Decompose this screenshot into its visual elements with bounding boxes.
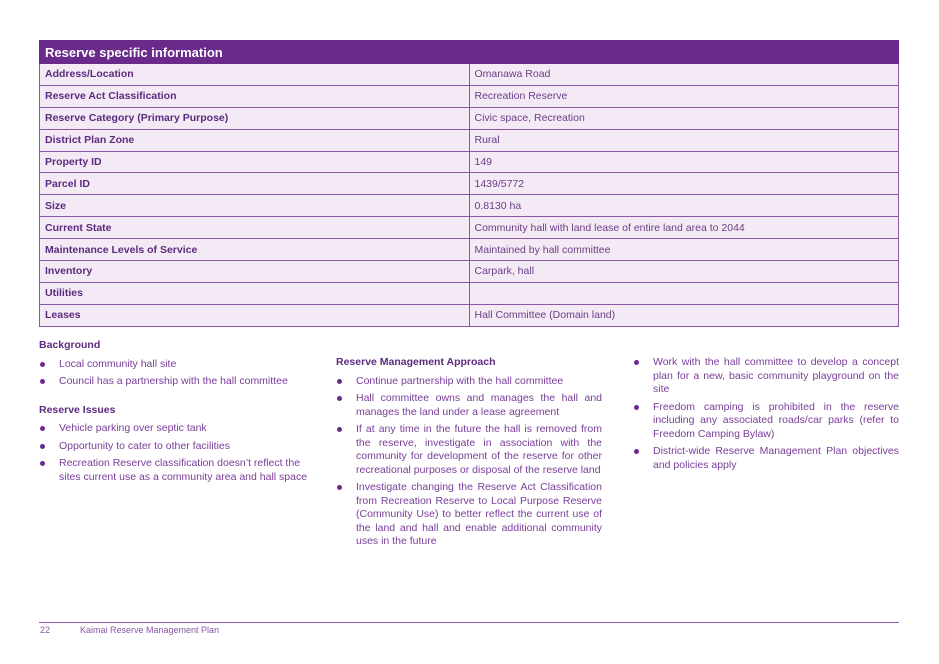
row-label: Reserve Act Classification bbox=[40, 85, 470, 107]
list-item-text: Recreation Reserve classification doesn’t reflect the sites current use as a community area and hall space bbox=[59, 457, 308, 483]
list-item-text: Hall committee owns and manages the hall and manages the land under a lease agreement bbox=[356, 392, 602, 418]
row-label: District Plan Zone bbox=[40, 129, 470, 151]
row-value: Rural bbox=[469, 129, 899, 151]
table-row bbox=[40, 151, 899, 173]
bullet-icon bbox=[634, 405, 639, 410]
right-column bbox=[633, 356, 899, 487]
row-value: 0.8130 ha bbox=[469, 195, 899, 217]
list-item bbox=[39, 457, 309, 484]
bullet-icon bbox=[337, 396, 342, 401]
table-row bbox=[40, 64, 899, 86]
list-item bbox=[633, 401, 899, 442]
reserve-info-table bbox=[39, 40, 899, 327]
bullet-icon bbox=[337, 427, 342, 432]
table-row bbox=[40, 129, 899, 151]
list-item-text: District-wide Reserve Management Plan objectives and policies apply bbox=[653, 445, 899, 471]
bullet-icon bbox=[40, 461, 45, 466]
row-value: Hall Committee (Domain land) bbox=[469, 304, 899, 326]
list-item-text: Work with the hall committee to develop a concept plan for a new, basic community playground on the site bbox=[653, 356, 899, 395]
table-row bbox=[40, 282, 899, 304]
table-row bbox=[40, 107, 899, 129]
left-column bbox=[39, 339, 309, 499]
bullet-icon bbox=[40, 379, 45, 384]
list-item bbox=[39, 358, 309, 372]
approach-heading: Reserve Management Approach bbox=[336, 356, 496, 368]
table-row bbox=[40, 239, 899, 261]
list-item bbox=[39, 422, 309, 436]
row-label: Current State bbox=[40, 217, 470, 239]
issues-list bbox=[39, 422, 309, 484]
row-label: Reserve Category (Primary Purpose) bbox=[40, 107, 470, 129]
bullet-icon bbox=[40, 362, 45, 367]
bullet-icon bbox=[40, 444, 45, 449]
row-label: Property ID bbox=[40, 151, 470, 173]
list-item bbox=[39, 440, 309, 454]
table-row bbox=[40, 261, 899, 283]
list-item-text: Opportunity to cater to other facilities bbox=[59, 439, 230, 452]
row-value: 1439/5772 bbox=[469, 173, 899, 195]
list-item bbox=[633, 445, 899, 472]
row-value: Recreation Reserve bbox=[469, 85, 899, 107]
row-label: Size bbox=[40, 195, 470, 217]
table-row bbox=[40, 304, 899, 326]
list-item-text: Freedom camping is prohibited in the reserve including any associated roads/car parks (refer to Freedom Camping Bylaw) bbox=[653, 400, 899, 440]
row-value: 149 bbox=[469, 151, 899, 173]
list-item bbox=[336, 392, 602, 419]
row-label: Maintenance Levels of Service bbox=[40, 239, 470, 261]
footer-divider bbox=[39, 622, 899, 623]
middle-column bbox=[336, 356, 602, 564]
list-item bbox=[336, 481, 602, 549]
row-label: Leases bbox=[40, 304, 470, 326]
row-value bbox=[469, 282, 899, 304]
row-value: Community hall with land lease of entire land area to 2044 bbox=[469, 217, 899, 239]
list-item bbox=[336, 375, 602, 389]
row-label: Inventory bbox=[40, 261, 470, 283]
list-item-text: If at any time in the future the hall is removed from the reserve, investigate in association with the community for development of the reserve for other recreational purposes or disposal of the reserve land bbox=[356, 423, 602, 476]
row-label: Utilities bbox=[40, 282, 470, 304]
footer-document-title: Kaimai Reserve Management Plan bbox=[80, 625, 220, 635]
bullet-icon bbox=[337, 485, 342, 490]
table-row bbox=[40, 217, 899, 239]
table-body bbox=[40, 64, 899, 327]
list-item bbox=[336, 423, 602, 477]
bullet-icon bbox=[634, 360, 639, 365]
footer-page-number: 22 bbox=[40, 625, 51, 635]
list-item-text: Local community hall site bbox=[59, 357, 177, 370]
list-item-text: Council has a partnership with the hall committee bbox=[59, 375, 288, 387]
bullet-icon bbox=[40, 426, 45, 431]
list-item bbox=[633, 356, 899, 397]
table-row bbox=[40, 173, 899, 195]
list-item bbox=[39, 375, 309, 389]
row-value: Maintained by hall committee bbox=[469, 239, 899, 261]
row-value: Carpark, hall bbox=[469, 261, 899, 283]
row-value: Civic space, Recreation bbox=[469, 107, 899, 129]
background-heading: Background bbox=[39, 339, 101, 351]
background-list bbox=[39, 358, 309, 389]
list-item-text: Vehicle parking over septic tank bbox=[59, 422, 207, 434]
issues-heading: Reserve Issues bbox=[39, 403, 116, 416]
list-item-text: Continue partnership with the hall committee bbox=[356, 374, 564, 387]
table-title: Reserve specific information bbox=[40, 41, 899, 64]
row-label: Parcel ID bbox=[40, 173, 470, 195]
approach-continued-list bbox=[633, 356, 899, 472]
approach-list bbox=[336, 375, 602, 549]
row-value: Omanawa Road bbox=[469, 64, 899, 86]
list-item-text: Investigate changing the Reserve Act Classification from Recreation Reserve to Local Purpose Reserve (Community Use) to better reflect the current use of the land and hall and enable additional community uses in the future bbox=[356, 481, 602, 547]
table-row bbox=[40, 195, 899, 217]
table-row bbox=[40, 85, 899, 107]
bullet-icon bbox=[634, 449, 639, 454]
bullet-icon bbox=[337, 379, 342, 384]
row-label: Address/Location bbox=[40, 64, 470, 86]
